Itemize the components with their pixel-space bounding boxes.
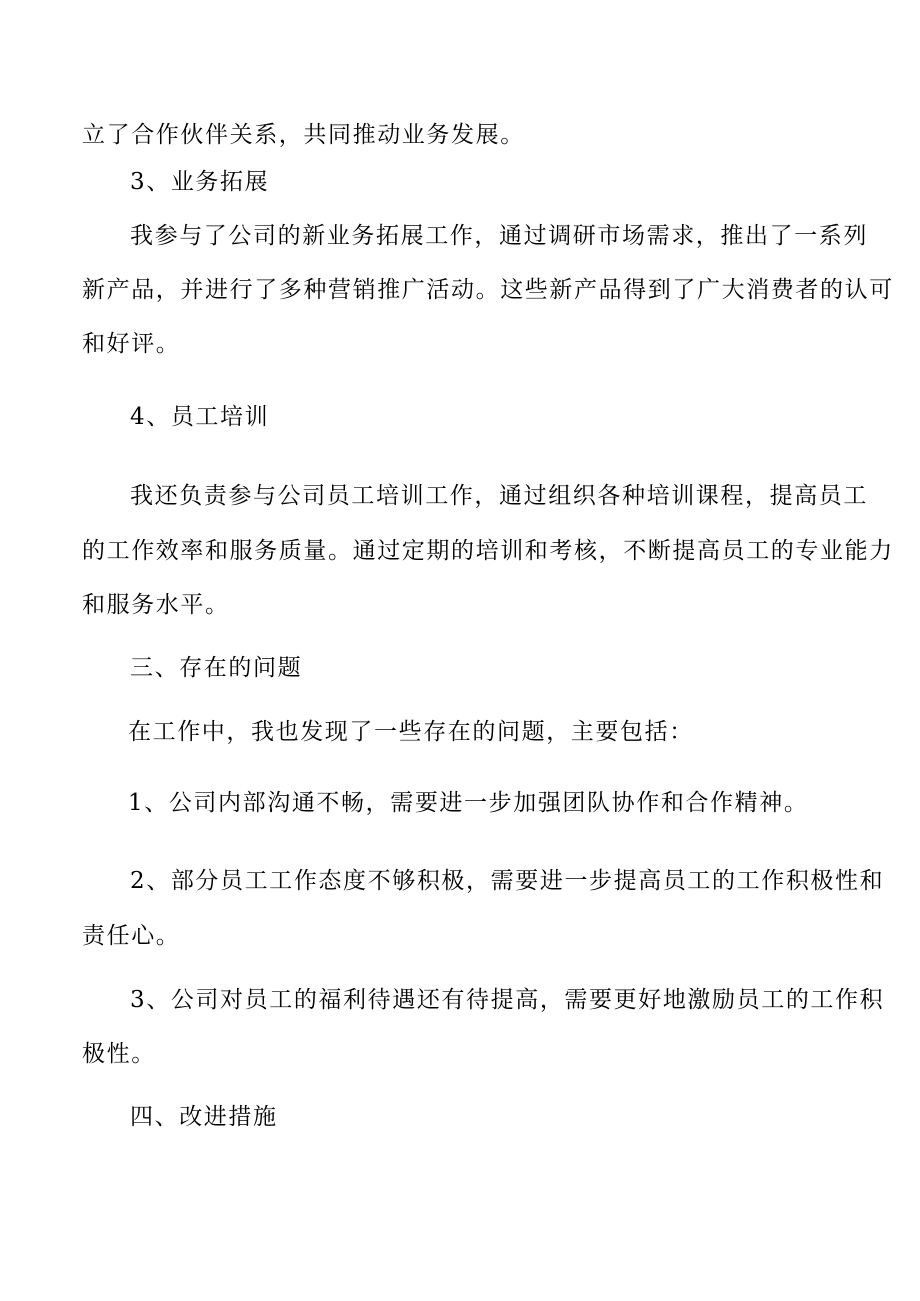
paragraph-line: 我还负责参与公司员工培训工作，通过组织各种培训课程，提高员工: [130, 483, 868, 509]
paragraph-line: 的工作效率和服务质量。通过定期的培训和考核，不断提高员工的专业能力: [82, 538, 894, 564]
list-item: 1、公司内部沟通不畅，需要进一步加强团队协作和合作精神。: [128, 790, 809, 816]
paragraph-line: 极性。: [82, 1041, 156, 1067]
section-heading: 4、员工培训: [130, 404, 270, 430]
paragraph-line: 新产品，并进行了多种营销推广活动。这些新产品得到了广大消费者的认可: [82, 277, 894, 303]
paragraph-line: 在工作中，我也发现了一些存在的问题，主要包括：: [128, 719, 694, 745]
list-item: 3、公司对员工的福利待遇还有待提高，需要更好地激励员工的工作积: [130, 987, 885, 1013]
paragraph-line: 和服务水平。: [82, 592, 230, 618]
paragraph-line: 我参与了公司的新业务拓展工作，通过调研市场需求，推出了一系列: [130, 223, 868, 249]
list-item: 2、部分员工工作态度不够积极，需要进一步提高员工的工作积极性和: [130, 868, 885, 894]
section-heading: 三、存在的问题: [130, 655, 303, 681]
section-heading: 3、业务拓展: [130, 169, 270, 195]
section-heading: 四、改进措施: [130, 1104, 278, 1130]
paragraph-line: 和好评。: [82, 331, 181, 357]
paragraph-line: 立了合作伙伴关系，共同推动业务发展。: [82, 122, 525, 148]
paragraph-line: 责任心。: [82, 923, 181, 949]
